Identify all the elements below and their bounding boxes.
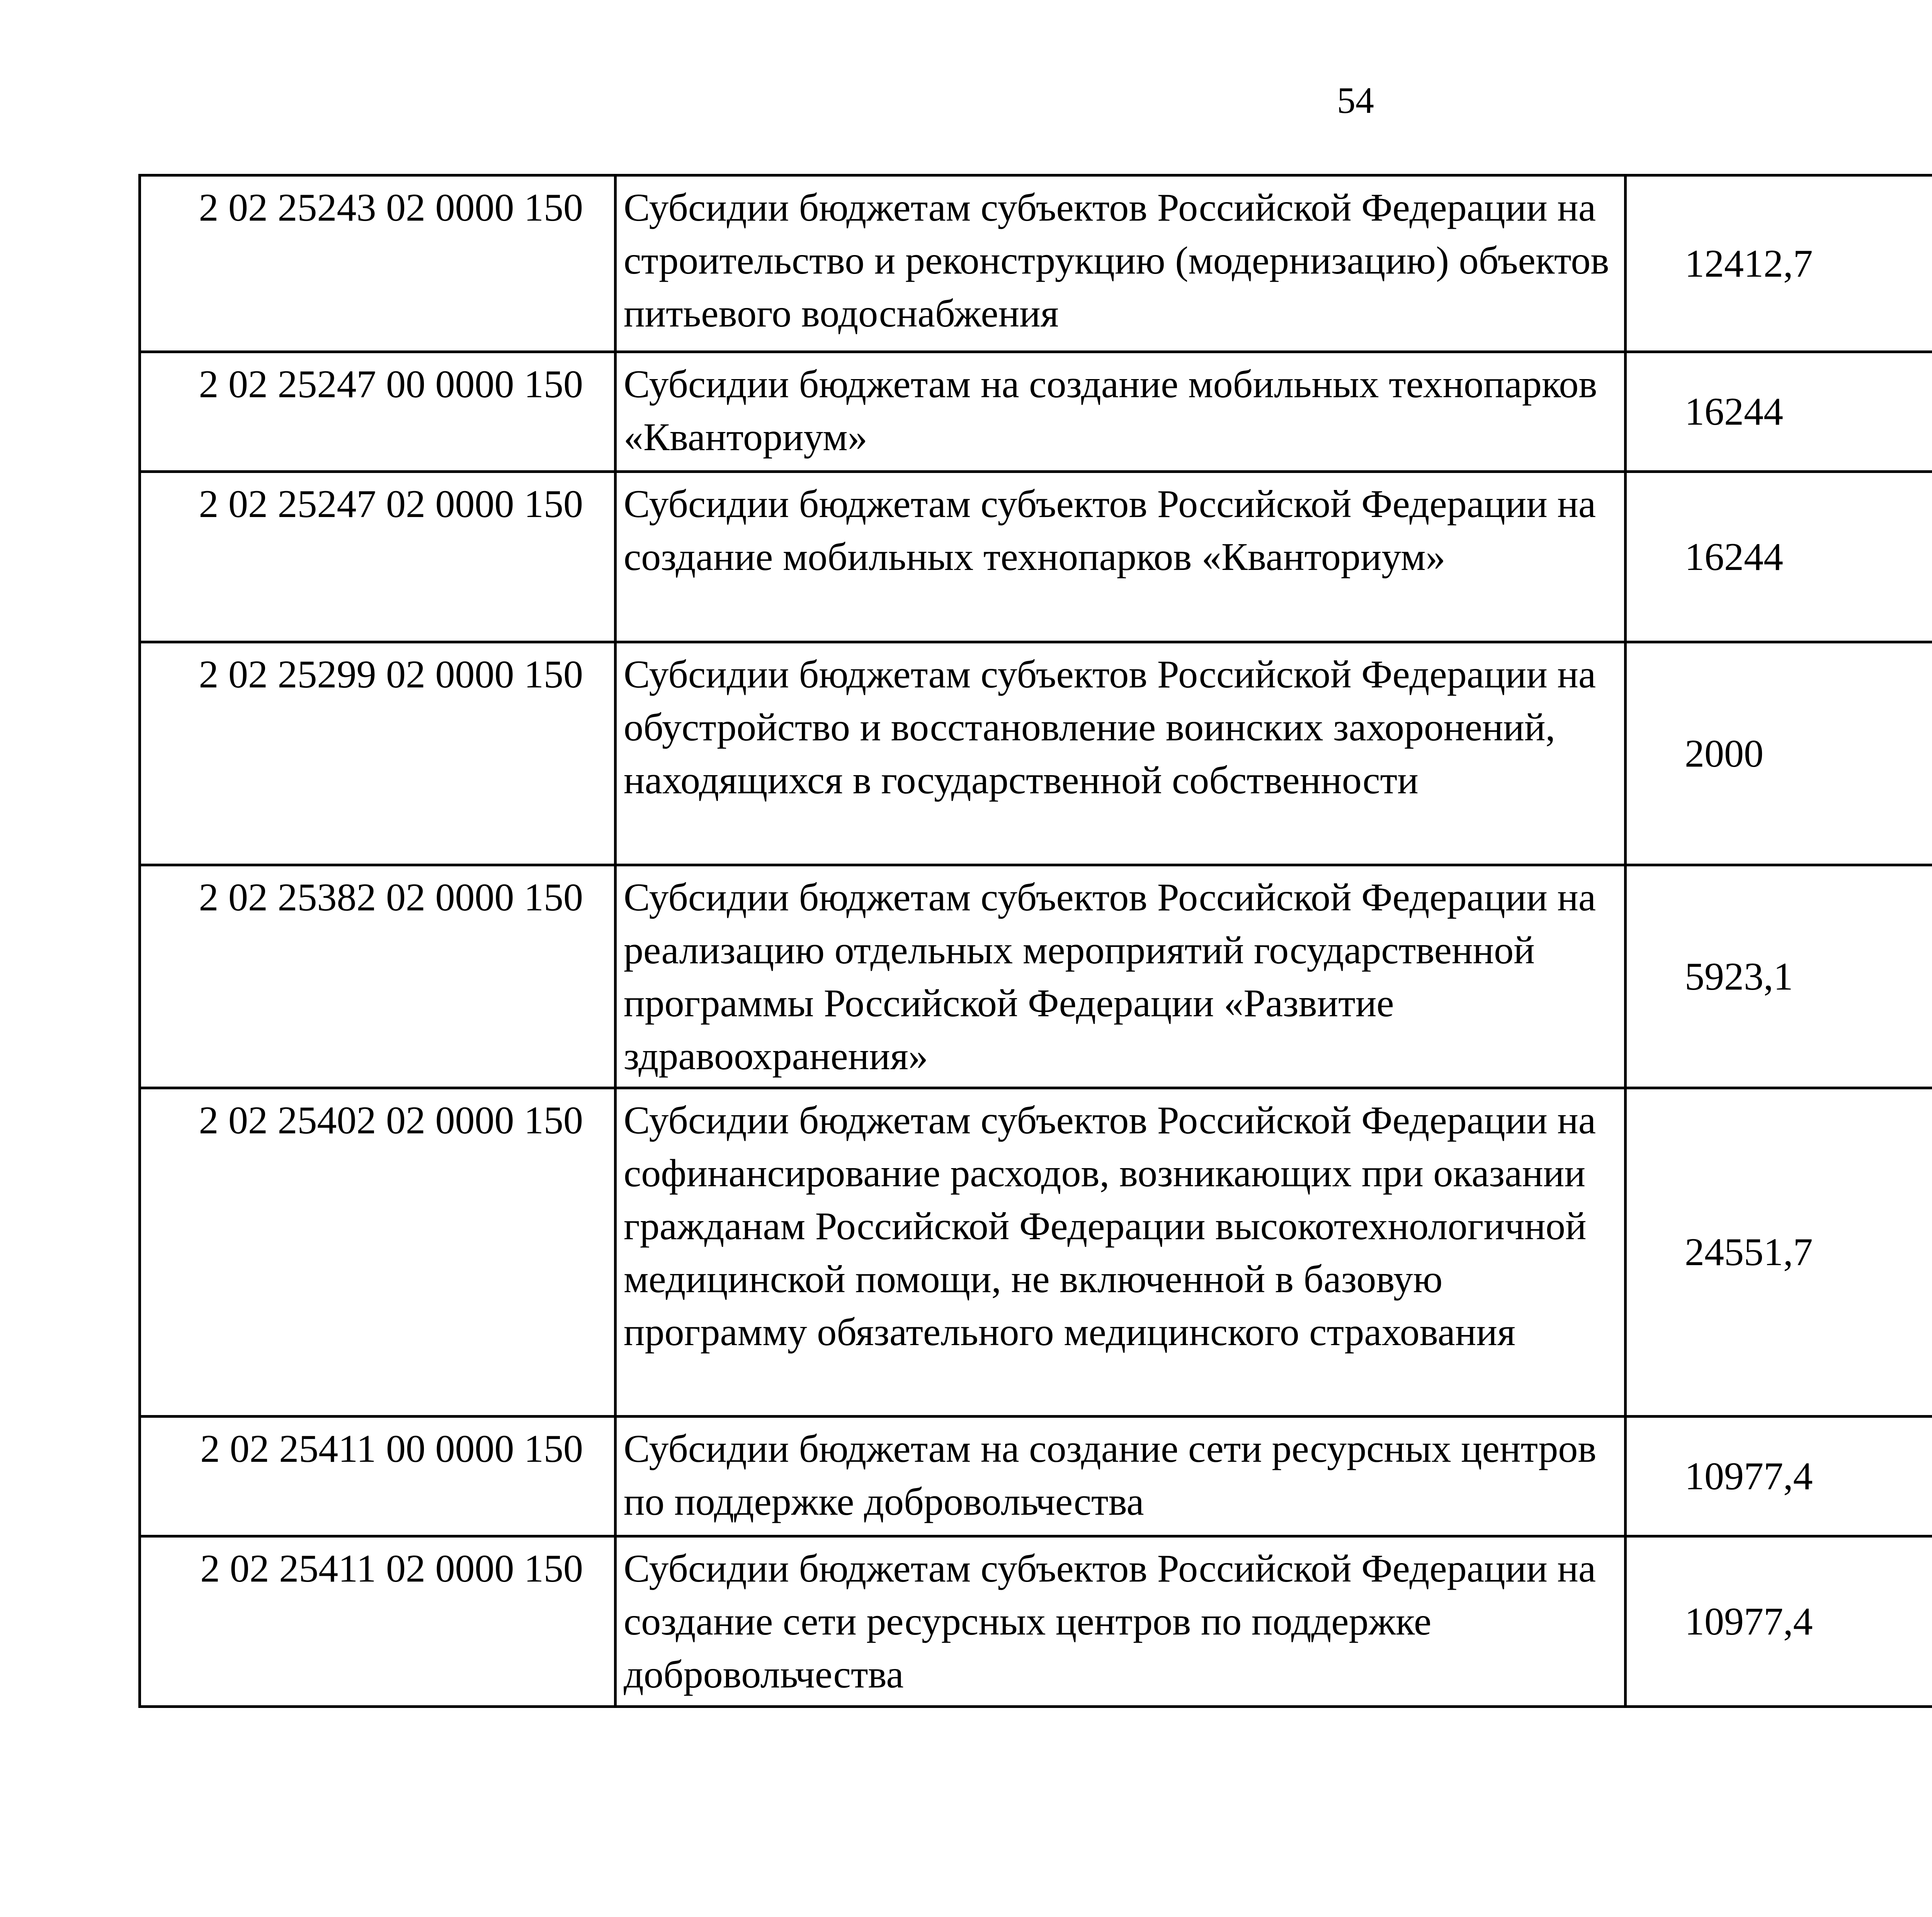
budget-code-cell: 2 02 25411 00 0000 150 — [140, 1417, 616, 1536]
description-cell: Субсидии бюджетам на создание сети ресурсных центров по поддержке добровольчества — [616, 1417, 1626, 1536]
amount-cell-1: 16244 — [1626, 352, 1932, 472]
amount-cell-1: 12412,7 — [1626, 175, 1932, 352]
budget-code-cell: 2 02 25402 02 0000 150 — [140, 1088, 616, 1417]
budget-code-cell: 2 02 25247 02 0000 150 — [140, 472, 616, 642]
table-row — [140, 1088, 1932, 1417]
description-cell: Субсидии бюджетам субъектов Российской Федерации на обустройство и восстановление воинских захоронений, находящихся в государственной собственности — [616, 642, 1626, 865]
budget-code-cell: 2 02 25299 02 0000 150 — [140, 642, 616, 865]
table-row — [140, 865, 1932, 1088]
budget-code-cell: 2 02 25382 02 0000 150 — [140, 865, 616, 1088]
budget-table — [138, 174, 1932, 1708]
amount-cell-1: 10977,4 — [1626, 1536, 1932, 1707]
budget-code-cell: 2 02 25247 00 0000 150 — [140, 352, 616, 472]
table-row — [140, 1417, 1932, 1536]
description-cell: Субсидии бюджетам субъектов Российской Федерации на создание сети ресурсных центров по поддержке добровольчества — [616, 1536, 1626, 1707]
amount-cell-1: 16244 — [1626, 472, 1932, 642]
description-cell: Субсидии бюджетам субъектов Российской Федерации на софинансирование расходов, возникающих при оказании гражданам Российской Федерации высокотехнологичной медицинской помощи, не включенной в базовую программу обязательного медицинского страхования — [616, 1088, 1626, 1417]
description-cell: Субсидии бюджетам на создание мобильных технопарков «Кванториум» — [616, 352, 1626, 472]
amount-cell-1: 5923,1 — [1626, 865, 1932, 1088]
description-cell: Субсидии бюджетам субъектов Российской Федерации на реализацию отдельных мероприятий государственной программы Российской Федерации «Развитие здравоохранения» — [616, 865, 1626, 1088]
page-number: 54 — [1337, 80, 1374, 121]
budget-code-cell: 2 02 25411 02 0000 150 — [140, 1536, 616, 1707]
table-row — [140, 472, 1932, 642]
budget-code-cell: 2 02 25243 02 0000 150 — [140, 175, 616, 352]
amount-cell-1: 2000 — [1626, 642, 1932, 865]
description-cell: Субсидии бюджетам субъектов Российской Федерации на создание мобильных технопарков «Кванториум» — [616, 472, 1626, 642]
table-row — [140, 642, 1932, 865]
description-cell: Субсидии бюджетам субъектов Российской Федерации на строительство и реконструкцию (модернизацию) объектов питьевого водоснабжения — [616, 175, 1626, 352]
table-row — [140, 352, 1932, 472]
table-row — [140, 175, 1932, 352]
amount-cell-1: 24551,7 — [1626, 1088, 1932, 1417]
amount-cell-1: 10977,4 — [1626, 1417, 1932, 1536]
table-row — [140, 1536, 1932, 1707]
